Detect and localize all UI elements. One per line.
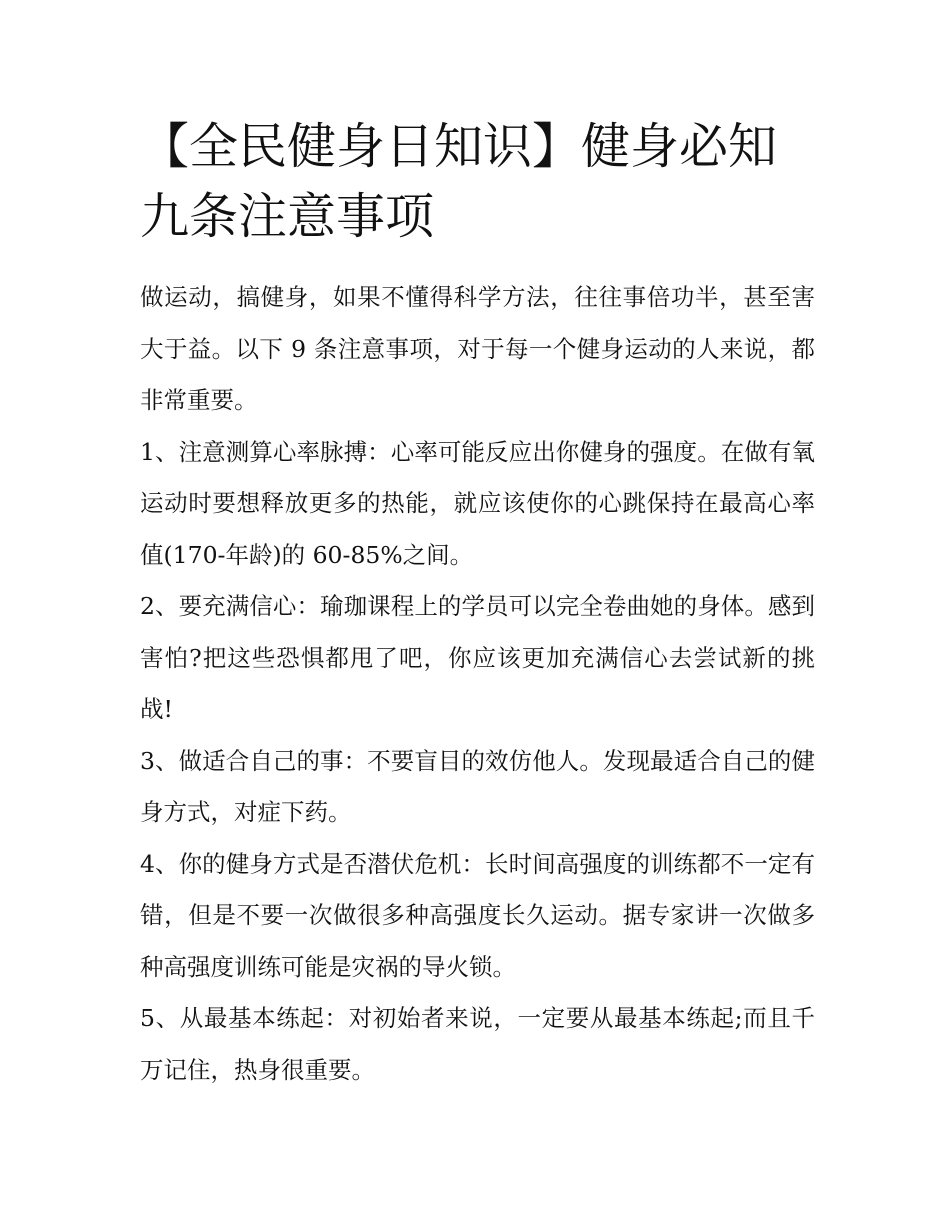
- intro-paragraph: 做运动，搞健身，如果不懂得科学方法，往往事倍功半，甚至害大于益。以下 9 条注意事项，对于每一个健身运动的人来说，都非常重要。: [140, 283, 815, 414]
- document-title: 【全民健身日知识】健身必知九条注意事项: [140, 118, 778, 245]
- item-paragraph-3: 3、做适合自己的事：不要盲目的效仿他人。发现最适合自己的健身方式，对症下药。: [140, 746, 815, 826]
- document-page: [140, 112, 815, 1096]
- item-paragraph-1: 1、注意测算心率脉搏：心率可能反应出你健身的强度。在做有氧运动时要想释放更多的热能，就应该使你的心跳保持在最高心率值(170-年龄)的 60-85%之间。: [140, 437, 815, 569]
- item-paragraph-2: 2、要充满信心：瑜珈课程上的学员可以完全卷曲她的身体。感到害怕?把这些恐惧都甩了吧，你应该更加充满信心去尝试新的挑战!: [140, 592, 815, 723]
- item-paragraph-4: 4、你的健身方式是否潜伏危机：长时间高强度的训练都不一定有错，但是不要一次做很多种高强度长久运动。据专家讲一次做多种高强度训练可能是灾祸的导火锁。: [140, 849, 815, 981]
- item-paragraph-5: 5、从最基本练起：对初始者来说，一定要从最基本练起;而且千万记住，热身很重要。: [140, 1004, 815, 1084]
- document-body: [140, 272, 815, 1096]
